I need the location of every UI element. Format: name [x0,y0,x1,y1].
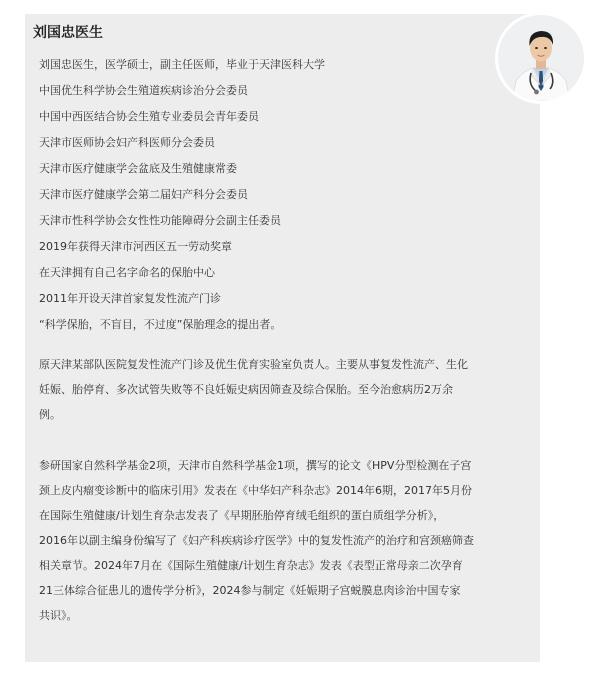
credential-item: 2019年获得天津市河西区五一劳动奖章 [39,240,232,253]
research-line: 21三体综合征患儿的遗传学分析》，2024参与制定《妊娠期子宫蜕膜息肉诊治中国专家 [39,584,461,597]
research-line: 参研国家自然科学基金2项，天津市自然科学基金1项，撰写的论文《HPV分型检测在子宫 [39,459,472,472]
intro-line: 例。 [39,408,61,421]
credential-item: 中国优生科学协会生殖道疾病诊治分会委员 [39,84,248,97]
credential-item: 天津市医疗健康学会盆底及生殖健康常委 [39,162,237,175]
credential-item: 天津市医师协会妇产科医师分会委员 [39,136,215,149]
research-line: 颈上皮内瘤变诊断中的临床引用》发表在《中华妇产科杂志》2014年6期，2017年5月份 [39,484,472,497]
research-line: 相关章节。2024年7月在《国际生殖健康/计划生育杂志》发表《表型正常母亲二次孕育 [39,559,463,572]
credential-item: 刘国忠医生，医学硕士，副主任医师，毕业于天津医科大学 [39,58,325,71]
research-paragraph [39,453,534,628]
credential-item: 2011年开设天津首家复发性流产门诊 [39,292,221,305]
credential-item: 在天津拥有自己名字命名的保胎中心 [39,266,215,279]
doctor-profile-card [25,14,540,662]
intro-line: 妊娠、胎停育、多次试管失败等不良妊娠史病因筛查及综合保胎。至今治愈病历2万余 [39,383,453,396]
credential-item: “科学保胎，不盲目，不过度”保胎理念的提出者。 [39,318,282,331]
credential-item: 中国中西医结合协会生殖专业委员会青年委员 [39,110,259,123]
doctor-name: 刘国忠医生 [33,25,103,41]
intro-paragraph [39,352,534,427]
intro-line: 原天津某部队医院复发性流产门诊及优生优育实验室负责人。主要从事复发性流产、生化 [39,358,468,371]
research-line: 2016年以副主编身份编写了《妇产科疾病诊疗医学》中的复发性流产的治疗和宫颈癌筛查 [39,534,474,547]
credential-item: 天津市医疗健康学会第二届妇产科分会委员 [39,188,248,201]
credential-item: 天津市性科学协会女性性功能障碍分会副主任委员 [39,214,281,227]
credentials-list [39,52,325,338]
doctor-portrait-icon [498,15,584,101]
doctor-avatar [495,12,587,104]
research-line: 共识》。 [39,609,78,622]
research-line: 在国际生殖健康/计划生育杂志发表了《早期胚胎停育绒毛组织的蛋白质组学分析》， [39,509,445,522]
